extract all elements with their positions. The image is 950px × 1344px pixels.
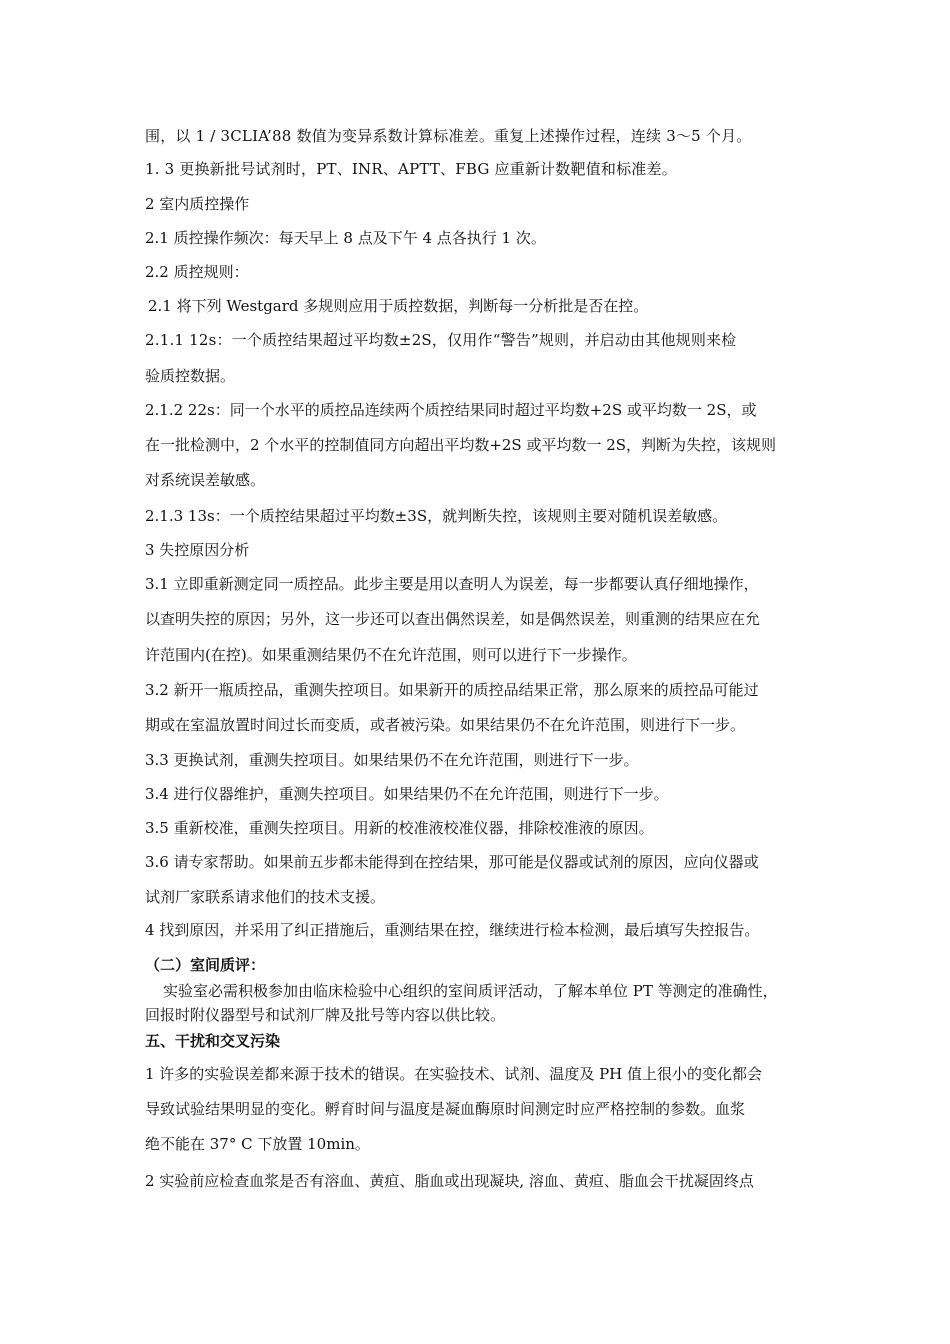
text-line: 2.1 质控操作频次：每天早上 8 点及下午 4 点各执行 1 次。 — [145, 229, 546, 247]
text-line: 3.4 进行仪器维护，重测失控项目。如果结果仍不在允许范围，则进行下一步。 — [145, 785, 669, 803]
text-line: 试剂厂家联系请求他们的技术支援。 — [145, 888, 386, 906]
text-line: 许范围内(在控)。如果重测结果仍不在允许范围，则可以进行下一步操作。 — [145, 646, 637, 664]
text-line: 3.6 请专家帮助。如果前五步都未能得到在控结果，那可能是仪器或试剂的原因，应向仪器或 — [145, 853, 759, 871]
section-heading: 五、干扰和交叉污染 — [145, 1032, 281, 1050]
text-line: 期或在室温放置时间过长而变质，或者被污染。如果结果仍不在允许范围，则进行下一步。 — [145, 716, 746, 734]
text-line: 对系统误差敏感。 — [145, 471, 266, 489]
text-line: 2.1.1 12s：一个质控结果超过平均数±2S，仅用作“警告”规则，并启动由其他规则来检 — [145, 331, 737, 349]
text-line: 以查明失控的原因；另外，这一步还可以查出偶然误差，如是偶然误差，则重测的结果应在允 — [145, 610, 761, 628]
text-line: 在一批检测中，2 个水平的控制值同方向超出平均数+2S 或平均数一 2S，判断为失控，该规则 — [145, 436, 777, 454]
text-line: 1 许多的实验误差都来源于技术的错误。在实验技术、试剂、温度及 PH 值上很小的变化都会 — [145, 1065, 763, 1083]
text-line: 3.5 重新校准，重测失控项目。用新的校准液校准仪器，排除校准液的原因。 — [145, 819, 654, 837]
section-heading: 3 失控原因分析 — [145, 541, 250, 559]
text-line: 实验室必需积极参加由临床检验中心组织的室间质评活动，了解本单位 PT 等测定的准确性， — [163, 982, 778, 1000]
text-line: 验质控数据。 — [145, 367, 236, 385]
text-line: 2.2 质控规则： — [145, 263, 249, 281]
text-line: 1. 3 更换新批号试剂时，PT、INR、APTT、FBG 应重新计数靶值和标准差。 — [145, 160, 677, 178]
text-line: 2.1.2 22s：同一个水平的质控品连续两个质控结果同时超过平均数+2S 或平均数一 2S，或 — [145, 401, 757, 419]
text-line: 围，以 1 / 3CLIA’88 数值为变异系数计算标准差。重复上述操作过程，连续 3～5 个月。 — [145, 127, 752, 145]
text-line: 4 找到原因，并采用了纠正措施后，重测结果在控，继续进行检本检测，最后填写失控报告。 — [145, 921, 760, 939]
subsection-heading: （二）室间质评： — [145, 956, 266, 974]
text-line: 3.3 更换试剂，重测失控项目。如果结果仍不在允许范围，则进行下一步。 — [145, 751, 639, 769]
text-line: 绝不能在 37° C 下放置 10min。 — [145, 1135, 370, 1153]
text-line: 回报时附仪器型号和试剂厂牌及批号等内容以供比较。 — [145, 1006, 506, 1024]
text-line: 2.1 将下列 Westgard 多规则应用于质控数据，判断每一分析批是否在控。 — [148, 297, 649, 315]
text-line: 3.1 立即重新测定同一质控品。此步主要是用以查明人为误差，每一步都要认真仔细地操作， — [145, 575, 759, 593]
text-line: 2 实验前应检查血浆是否有溶血、黄疸、脂血或出现凝块, 溶血、黄疸、脂血会干扰凝固终点 — [145, 1172, 754, 1190]
text-line: 2.1.3 13s：一个质控结果超过平均数±3S，就判断失控，该规则主要对随机误差敏感。 — [145, 507, 728, 525]
text-line: 3.2 新开一瓶质控品，重测失控项目。如果新开的质控品结果正常，那么原来的质控品可能过 — [145, 681, 759, 699]
section-heading: 2 室内质控操作 — [145, 195, 250, 213]
text-line: 导致试验结果明显的变化。孵育时间与温度是凝血酶原时间测定时应严格控制的参数。血浆 — [145, 1100, 746, 1118]
